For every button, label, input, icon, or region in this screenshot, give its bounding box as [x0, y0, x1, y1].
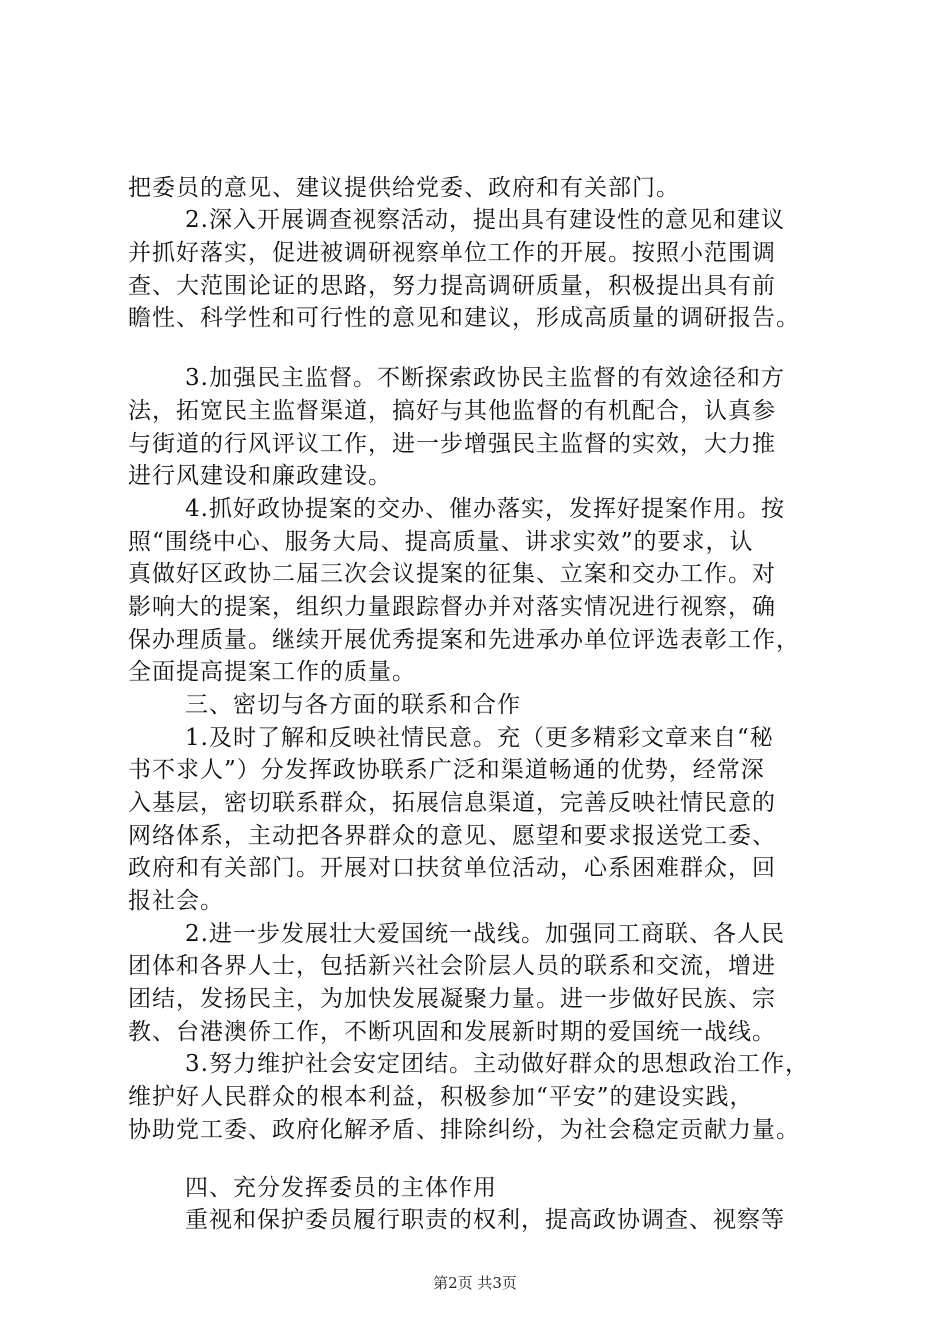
text-line: 2.进一步发展壮大爱国统一战线。加强同工商联、各人民 [185, 921, 785, 947]
text-line: 3.加强民主监督。不断探索政协民主监督的有效途径和方 [185, 365, 785, 391]
text-line: 进行风建设和廉政建设。 [128, 463, 392, 489]
text-line: 与街道的行风评议工作，进一步增强民主监督的实效，大力推 [128, 431, 776, 457]
text-line: 查、大范围论证的思路，努力提高调研质量，积极提出具有前 [128, 273, 776, 299]
text-line: 影响大的提案，组织力量跟踪督办并对落实情况进行视察，确 [128, 594, 776, 620]
text-line: 团体和各界人士，包括新兴社会阶层人员的联系和交流，增进 [128, 953, 776, 979]
text-line: 入基层，密切联系群众，拓展信息渠道，完善反映社情民意的 [128, 790, 776, 816]
text-line: 教、台港澳侨工作，不断巩固和发展新时期的爱国统一战线。 [128, 1019, 776, 1045]
text-line: 瞻性、科学性和可行性的意见和建议，形成高质量的调研报告。 [128, 305, 800, 331]
text-line: 团结，发扬民主，为加快发展凝聚力量。进一步做好民族、宗 [128, 986, 776, 1012]
text-line: 真做好区政协二届三次会议提案的征集、立案和交办工作。对 [128, 561, 776, 587]
section-heading: 四、充分发挥委员的主体作用 [185, 1175, 497, 1201]
text-line: 把委员的意见、建议提供给党委、政府和有关部门。 [128, 175, 680, 201]
text-line: 报社会。 [128, 888, 224, 914]
text-line: 书不求人”）分发挥政协联系广泛和渠道畅通的优势，经常深 [128, 757, 765, 783]
text-line: 全面提高提案工作的质量。 [128, 659, 416, 685]
page-number: 第2页 共3页 [433, 1274, 517, 1292]
text-line: 协助党工委、政府化解矛盾、排除纠纷，为社会稳定贡献力量。 [128, 1117, 800, 1143]
text-line: 照“围绕中心、服务大局、提高质量、讲求实效”的要求，认 [128, 529, 754, 555]
text-line: 维护好人民群众的根本利益，积极参加“平安”的建设实践， [128, 1084, 754, 1110]
text-line: 4.抓好政协提案的交办、催办落实，发挥好提案作用。按 [185, 496, 785, 522]
text-line: 网络体系，主动把各界群众的意见、愿望和要求报送党工委、 [128, 823, 776, 849]
text-line: 并抓好落实，促进被调研视察单位工作的开展。按照小范围调 [128, 240, 776, 266]
text-line: 3.努力维护社会安定团结。主动做好群众的思想政治工作， [185, 1051, 809, 1077]
text-line: 法，拓宽民主监督渠道，搞好与其他监督的有机配合，认真参 [128, 398, 776, 424]
text-line: 保办理质量。继续开展优秀提案和先进承办单位评选表彰工作， [128, 627, 800, 653]
text-line: 政府和有关部门。开展对口扶贫单位活动，心系困难群众，回 [128, 855, 776, 881]
section-heading: 三、密切与各方面的联系和合作 [185, 692, 521, 718]
text-line: 重视和保护委员履行职责的权利，提高政协调查、视察等 [185, 1207, 785, 1233]
text-line: 1.及时了解和反映社情民意。充（更多精彩文章来自“秘 [185, 725, 774, 751]
text-line: 2.深入开展调查视察活动，提出具有建设性的意见和建议 [185, 207, 785, 233]
